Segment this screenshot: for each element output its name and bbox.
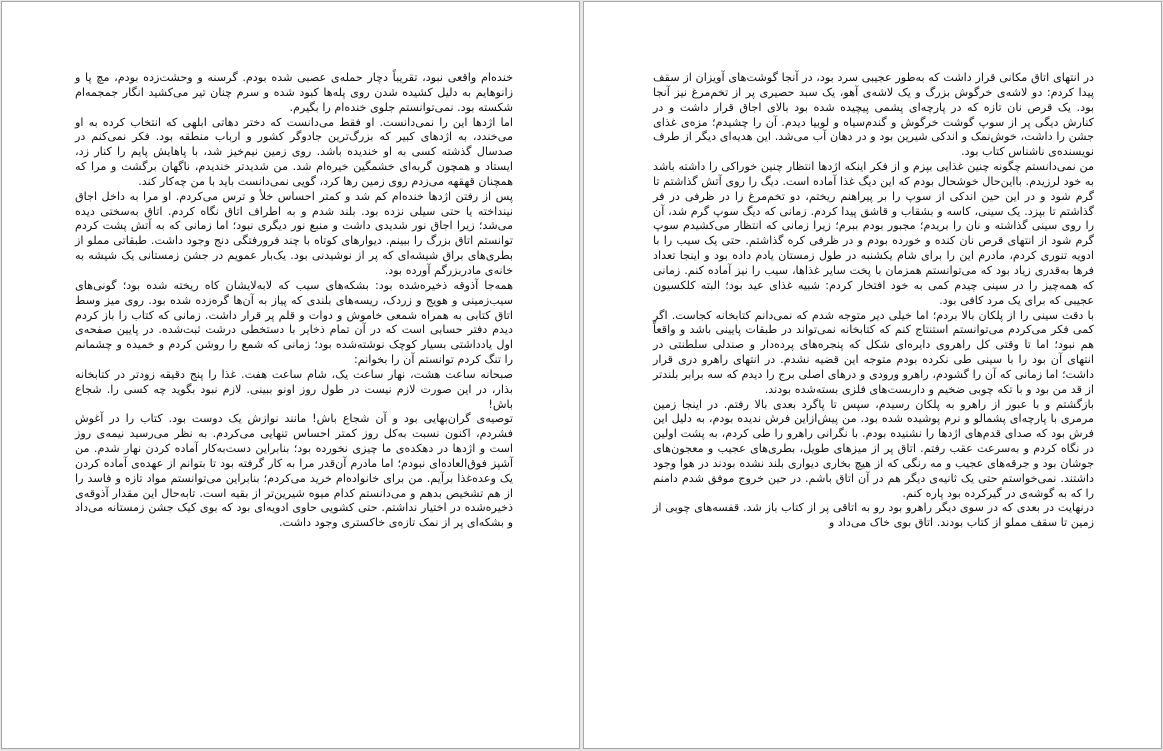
- paragraph: همه‌جا آذوقه ذخیره‌شده بود: بشکه‌های سیب که لابه‌لایشان کاه ریخته شده بود؛ گونی‌های سیب‌زمینی و هویج و زردک، ریسه‌های بلندی که پیاز به آن‌ها گره‌زده شده بود. روی میز وسط اتاق کتابی به همراه شمعی خاموش و دوات و قلم پر قرار داشت. زمانی که کتاب را باز کردم دیدم دفتر حسابی است که در آن تمام ذخایر با دستخطی درشت ثبت‌شده. در پایین صفحه‌ی اول یادداشتی بسیار کوچک نوشته‌شده بود؛ زمانی که شمع را روشن کردم و خمیده و چشمانم را تنگ کردم توانستم آن را بخوانم:: [75, 278, 513, 367]
- paragraph: درنهایت در بعدی که در سوی دیگر راهرو بود رو به اتاقی پر از کتاب باز شد. قفسه‌های چوبی از زمین تا سقف مملو از کتاب بودند. اتاق بوی خاک می‌داد و: [653, 501, 1094, 530]
- left-page: [1, 1, 580, 749]
- paragraph: توصیه‌ی گران‌بهایی بود و آن شجاع باش! مانند نوازش یک دوست بود. کتاب را در آغوش فشردم، اکنون نسبت به‌کل روز کمتر احساس تنهایی می‌کردم. به نظر می‌رسید نیمه‌ی روز است و اژدها در دهکده‌ی ما چیزی نخورده بود؛ بنابراین دست‌به‌کار آماده کردن نهار شدم. من آشپز فوق‌العاده‌ای نبودم؛ اما مادرم آن‌قدر مرا به کار گرفته بود تا بتوانم از عهده‌ی آماده کردن یک وعده‌غذا برآیم. من برای خانواده‌ام خرید می‌کردم؛ بنابراین می‌توانستم مواد تازه و فاسد را از هم تشخیص بدهم و می‌دانستم کدام میوه شیرین‌تر از بقیه است. تابه‌حال این مقدار آذوقه‌ی ذخیره‌شده در اختیار نداشتم. حتی کشویی حاوی ادویه‌ای بود که بوی کیک جشن زمستانه می‌داد و بشکه‌ای پر از نمک تازه‌ی خاکستری وجود داشت.: [75, 412, 513, 530]
- paragraph: بازگشتم و با عبور از راهرو به پلکان رسیدم، سپس تا پاگرد بعدی بالا رفتم. در اینجا زمین مرمری با پارچه‌ای پشمالو و نرم پوشیده شده بود. من پیش‌ازاین فرش ندیده بودم، به دلیل این فرش بود که صدای قدم‌های اژدها را نشنیده بودم. با نگرانی راهرو را طی کردم، به پشت اولین در نگاه کردم و به‌سرعت عقب رفتم. اتاق پر از میزهای طویل، بطری‌های عجیب و معجون‌های جوشان بود و جرقه‌های عجیب و مه رنگی که از هیچ بخاری دیواری بلند نشده بودند در هوا وجود داشتند. نمی‌خواستم حتی یک ثانیه‌ی دیگر هم در آن اتاق باشم. در حین خروج موفق شدم دامنم را که به گوشه‌ی در گیرکرده بود پاره کنم.: [653, 397, 1094, 500]
- paragraph: من نمی‌دانستم چگونه چنین غذایی بپزم و از فکر اینکه اژدها انتظار چنین خوراکی را داشته باشد به خود لرزیدم. بااین‌حال خوشحال بودم که این دیگ غذا آماده است. دیگ را روی آتش گذاشتم تا گرم شود و در این حین اندکی از سوپ را بر پیراهنم ریختم، دو تخم‌مرغ را در ظرفی در فر گذاشتم تا بپزد. یک سینی، کاسه و بشقاب و قاشق پیدا کردم. زمانی که دیگ سوپ گرم شد، آن را روی سینی گذاشته و نان را بریدم؛ مجبور بودم ببرم؛ زیرا زمانی که انتظار می‌کشیدم سوپ گرم شود از انتهای قرص نان کنده و خورده بودم و در ظرفی کره گذاشتم. حتی یک سیب را با ادویه تنوری کردم، مادرم این را برای شام یکشنبه در طول زمستان یادم داده بود و اینجا تعداد فرها به‌قدری زیاد بود که می‌توانستم همزمان با پخت سایر غذاها، سیب را نیز آماده کنم. زمانی که همه‌چیز را در سینی چیدم کمی به خود افتخار کردم: شبیه غذای عید بود؛ البته کلکسیون عجیبی که برای یک مرد کافی بود.: [653, 160, 1094, 307]
- left-page-text: [75, 71, 513, 531]
- paragraph: صبحانه ساعت هشت، نهار ساعت یک، شام ساعت هفت. غذا را پنج دقیقه زودتر در کتابخانه بذار، در این صورت لازم نیست در طول روز اونو ببینی. لازم نبود بگوید چه کسی را. شجاع باش!: [75, 367, 513, 411]
- paragraph: با دقت سینی را از پلکان بالا بردم؛ اما خیلی دیر متوجه شدم که نمی‌دانم کتابخانه کجاست. اگر کمی فکر می‌کردم می‌توانستم استنتاج کنم که کتابخانه نمی‌تواند در طبقات پایینی باشد و واقعاً هم نبود؛ اما تا وقتی کل راهروی دایره‌ای شکل که پنجره‌های پرده‌دار و صندلی سلطنتی در انتهای آن بود را با سینی طی نکرده بودم متوجه این قضیه نشدم. در انتهای راهرو دری قرار داشت؛ اما زمانی که آن را گشودم، راهرو ورودی و درهای اصلی برج را دیدم که سه برابر بلندتر از قد من بود و با تکه چوبی ضخیم و داربست‌های فلزی بسته‌شده بودند.: [653, 308, 1094, 396]
- paragraph: پس از رفتن اژدها خنده‌ام کم شد و کمتر احساس خلأ و ترس می‌کردم. او مرا به داخل اجاق نینداخته یا حتی سیلی نزده بود. بلند شدم و به اطراف اتاق نگاه کردم. اتاق به‌سختی دیده می‌شد؛ زیرا اجاق نور شدیدی داشت و منبع نور دیگری نبود؛ اما زمانی که به آتش پشت کردم توانستم اتاق بزرگ را ببینم. دیوارهای کوتاه با چند فرورفتگی دنج وجود داشت. طبقاتی مملو از بطری‌های براق شیشه‌ای که پر از نوشیدنی بود. یک‌بار عمویم در جشن زمستانی یک شیشه به خانه‌ی مادربزرگم آورده بود.: [75, 189, 513, 277]
- right-page-text: [653, 71, 1094, 531]
- paragraph: اما اژدها این را نمی‌دانست. او فقط می‌دانست که دختر دهاتی ابلهی که انتخاب کرده به او می‌خندد، به اژدهای کبیر که بزرگ‌ترین جادوگر کشور و ارباب منطقه بود. فکر نمی‌کنم در صدسال گذشته کسی به او خندیده باشد. روی زمین نیم‌خیز شد، با پاهایش پایم را کنار زد، ایستاد و همچون گربه‌ای خشمگین خیره‌ام شد. من شدیدتر خندیدم، ناگهان برگشت و مرا که همچنان قهقهه می‌زدم روی زمین رها کرد، گویی نمی‌دانست باید با من چه‌کار کند.: [75, 115, 513, 188]
- paragraph: خنده‌ام واقعی نبود، تقریباً دچار حمله‌ی عصبی شده بودم. گرسنه و وحشت‌زده بودم، مچ پا و زانوهایم به دلیل کشیده شدن روی پله‌ها کبود شده و سرم چنان تیر می‌کشید انگار جمجمه‌ام شکسته بود. نمی‌توانستم جلوی خنده‌ام را بگیرم.: [75, 71, 513, 114]
- right-page: [583, 1, 1162, 749]
- paragraph: در انتهای اتاق مکانی قرار داشت که به‌طور عجیبی سرد بود، در آنجا گوشت‌های آویزان از سقف پیدا کردم: دو لاشه‌ی خرگوش بزرگ و یک لاشه‌ی آهو، یک سبد حصیری پر از تخم‌مرغ نیز آنجا بود. یک قرص نان تازه که در پارچه‌ای پشمی پیچیده شده بود بالای اجاق قرار داشت و در کنارش دیگی پر از سوپ گوشت خرگوش و گندم‌سیاه و لوبیا دیدم. آن را چشیدم؛ مزه‌ی غذای جشن را داشت، خوش‌نمک و اندکی شیرین بود و در دهان آب می‌شد. این هدیه‌ای دیگر از طرف نویسنده‌ی ناشناس کتاب بود.: [653, 71, 1094, 159]
